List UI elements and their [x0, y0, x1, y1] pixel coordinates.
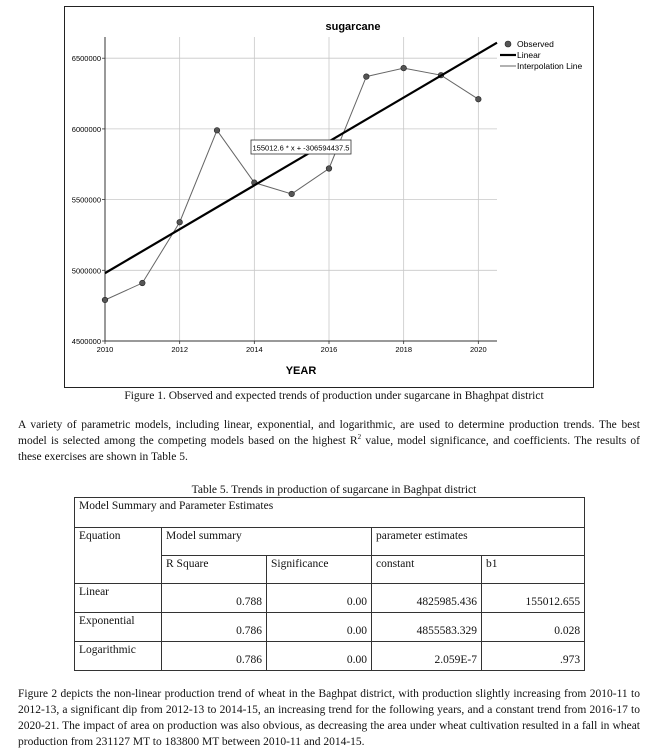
table-row [75, 642, 585, 671]
observed-point [289, 191, 295, 197]
y-tick-label: 5000000 [71, 266, 101, 276]
group-model-summary-header: Model summary [162, 528, 372, 556]
row-r-square: 0.788 [162, 584, 267, 613]
x-tick-label: 2010 [96, 345, 114, 354]
regression-equation-label [251, 140, 351, 154]
observed-point [102, 297, 108, 303]
row-constant: 4855583.329 [372, 613, 482, 642]
row-significance: 0.00 [267, 613, 372, 642]
y-tick-label: 6500000 [71, 54, 101, 64]
row-significance: 0.00 [267, 642, 372, 671]
paragraph-models-text-a: A variety of parametric models, including linear, exponential, and logarithmic, are used to determine production trends. The best model is selected among the competing models based on the highest R [18, 419, 640, 447]
paragraph-models-text-b: value, model significance, and coefficients. The results of these exercises are shown in Table 5. [18, 435, 641, 463]
linear-trend-line [105, 43, 497, 273]
observed-point [401, 65, 407, 71]
legend-interpolation-label: Interpolation Line [517, 61, 583, 71]
col-b1-header: b1 [482, 556, 585, 584]
group-parameter-estimates-header: parameter estimates [372, 528, 585, 556]
x-tick-label: 2012 [171, 345, 189, 354]
chart-title: sugarcane [325, 21, 381, 33]
figure-caption: Figure 1. Observed and expected trends of production under sugarcane in Bhaghpat district [124, 390, 544, 402]
col-constant-header: constant [372, 556, 482, 584]
table-row [75, 584, 585, 613]
col-r-square-header: R Square [162, 556, 267, 584]
row-equation: Exponential [75, 613, 162, 642]
grid-lines [105, 37, 497, 341]
row-b1: 155012.655 [482, 584, 585, 613]
observed-point [476, 96, 482, 102]
x-tick-label: 2020 [469, 345, 487, 354]
paragraph-figure-2: Figure 2 depicts the non-linear production trend of wheat in the Baghpat district, with production slightly increasing from 2010-11 to 2012-13, a significant dip from 2012-13 to 2014-15, an increasing trend for the following years, and a constant trend from 2016-17 to 2020-21. The impact of area on production was also obvious, as decreasing the area under wheat cultivation resulted in a fall in wheat production from 231127 MT to 183800 MT between 2010-11 and 2014-15. [18, 688, 640, 748]
observed-point [214, 128, 220, 134]
row-b1: 0.028 [482, 613, 585, 642]
x-axis-label: YEAR [285, 365, 317, 377]
table-5 [74, 497, 585, 671]
x-tick-label: 2014 [245, 345, 263, 354]
table-title: Table 5. Trends in production of sugarcane in Baghpat district [191, 484, 477, 496]
legend-observed-label: Observed [517, 39, 554, 49]
axes [72, 37, 497, 354]
x-tick-label: 2018 [395, 345, 413, 354]
col-significance-header: Significance [267, 556, 372, 584]
figure-1-chart [64, 6, 594, 388]
observed-point [140, 280, 146, 286]
row-r-square: 0.786 [162, 613, 267, 642]
table-header-title: Model Summary and Parameter Estimates [75, 498, 585, 528]
table-header-title-row [75, 498, 585, 528]
row-constant: 4825985.436 [372, 584, 482, 613]
r-squared-superscript: 2 [357, 433, 362, 442]
col-equation-header: Equation [75, 528, 162, 584]
y-tick-label: 5500000 [71, 195, 101, 205]
row-constant: 2.059E-7 [372, 642, 482, 671]
y-tick-label: 6000000 [71, 124, 101, 134]
legend-linear-label: Linear [517, 50, 541, 60]
table-group-header-row [75, 528, 585, 556]
observed-point [177, 219, 183, 225]
observed-point [364, 74, 370, 80]
legend-observed-marker [505, 41, 511, 47]
row-b1: .973 [482, 642, 585, 671]
chart-legend [500, 39, 582, 71]
row-significance: 0.00 [267, 584, 372, 613]
observed-point [326, 166, 332, 172]
x-tick-label: 2016 [320, 345, 338, 354]
row-equation: Logarithmic [75, 642, 162, 671]
series-layer [102, 43, 497, 303]
y-tick-label: 4500000 [71, 337, 101, 346]
row-equation: Linear [75, 584, 162, 613]
row-r-square: 0.786 [162, 642, 267, 671]
interpolation-line [105, 68, 478, 300]
table-row [75, 613, 585, 642]
chart-canvas [65, 7, 593, 387]
paragraph-models [18, 417, 640, 465]
regression-equation-text: 155012.6 * x + -306594437.5 [252, 143, 350, 153]
